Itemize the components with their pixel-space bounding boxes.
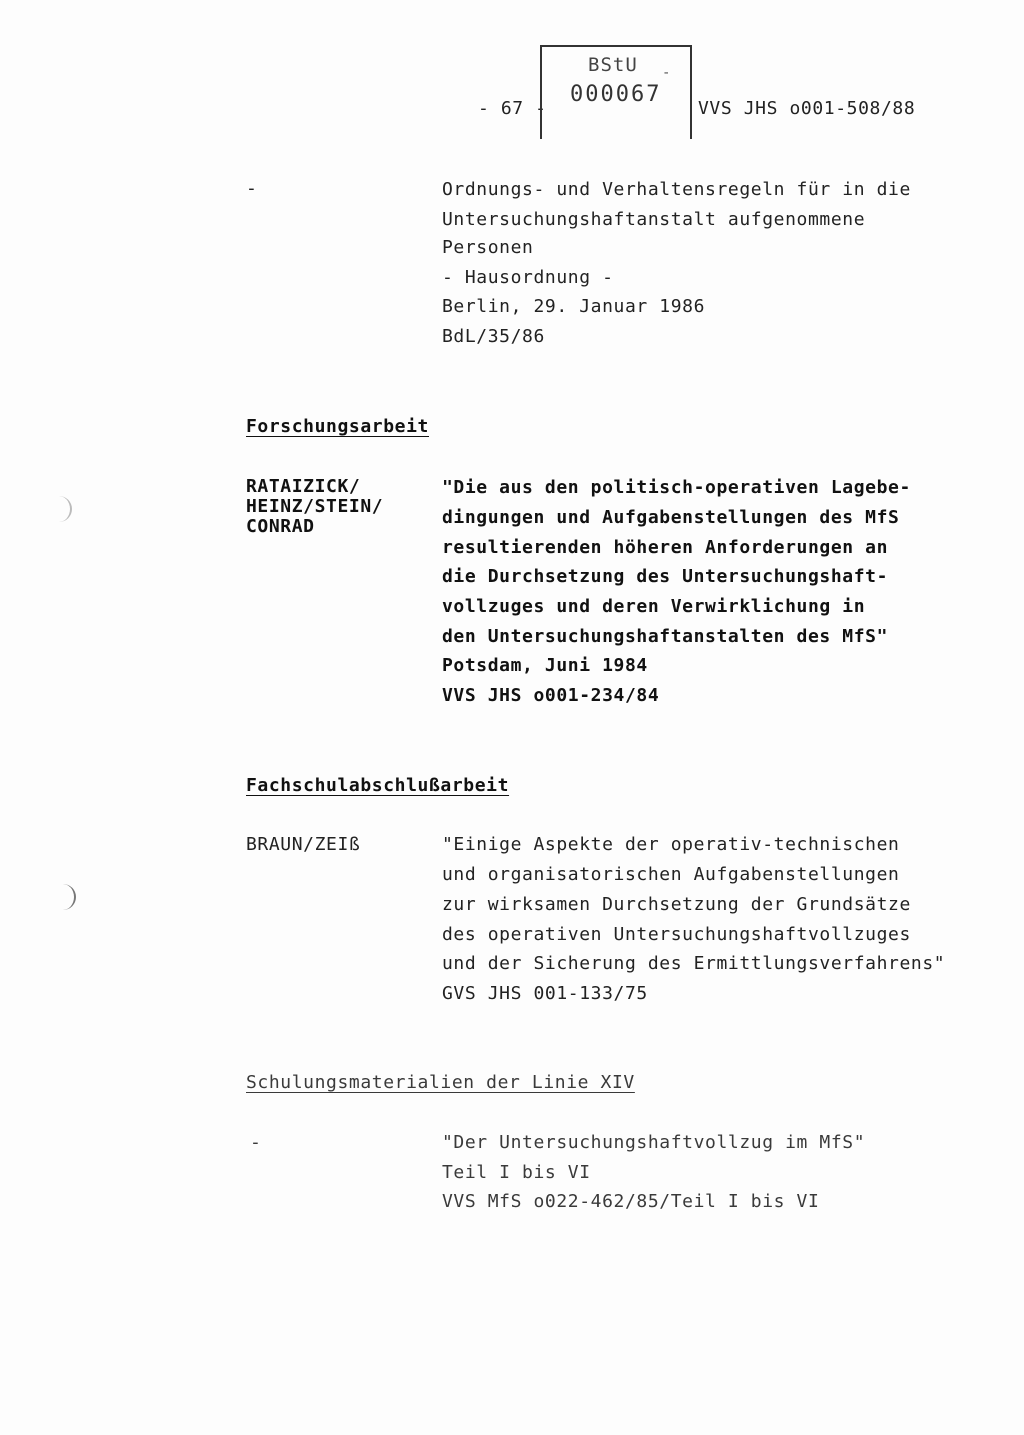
stamp-label: BStU <box>588 54 638 76</box>
entry-line: BdL/35/86 <box>442 326 545 347</box>
author-line: CONRAD <box>246 516 315 537</box>
scan-mark <box>56 496 72 522</box>
entry-line: Ordnungs- und Verhaltensregeln für in die <box>442 179 911 200</box>
entry-line: "Die aus den politisch-operativen Lagebe- <box>442 477 911 498</box>
author-line: BRAUN/ZEIß <box>246 834 361 855</box>
entry-line: "Der Untersuchungshaftvollzug im MfS" <box>442 1132 866 1153</box>
section-heading-fachschulabschlussarbeit: Fachschulabschlußarbeit <box>246 775 510 796</box>
page-number: - 67 - <box>478 98 547 119</box>
list-dash: - <box>250 1132 262 1153</box>
entry-line: - Hausordnung - <box>442 267 614 288</box>
list-dash: - <box>246 178 258 199</box>
entry-line: Personen <box>442 237 534 258</box>
author-line: RATAIZICK/ <box>246 476 361 497</box>
section-heading-forschungsarbeit: Forschungsarbeit <box>246 416 429 437</box>
scan-mark <box>60 884 76 910</box>
entry-line: dingungen und Aufgabenstellungen des MfS <box>442 507 900 528</box>
entry-line: resultierenden höheren Anforderungen an <box>442 537 889 558</box>
entry-line: Berlin, 29. Januar 1986 <box>442 296 706 317</box>
stamp-number: 000067 <box>570 82 662 107</box>
entry-line: VVS JHS o001-234/84 <box>442 685 660 706</box>
entry-line: und der Sicherung des Ermittlungsverfahrens" <box>442 953 946 974</box>
entry-line: Potsdam, Juni 1984 <box>442 655 648 676</box>
entry-line: vollzuges und deren Verwirklichung in <box>442 596 866 617</box>
entry-line: den Untersuchungshaftanstalten des MfS" <box>442 626 889 647</box>
entry-line: GVS JHS 001-133/75 <box>442 983 648 1004</box>
section-heading-schulungsmaterialien: Schulungsmaterialien der Linie XIV <box>246 1072 635 1093</box>
stamp-dash: - <box>662 65 672 81</box>
entry-line: des operativen Untersuchungshaftvollzuges <box>442 924 911 945</box>
document-reference: VVS JHS o001-508/88 <box>698 98 916 119</box>
entry-line: und organisatorischen Aufgabenstellungen <box>442 864 900 885</box>
author-line: HEINZ/STEIN/ <box>246 496 384 517</box>
entry-line: Untersuchungshaftanstalt aufgenommene <box>442 209 866 230</box>
entry-line: "Einige Aspekte der operativ-technischen <box>442 834 900 855</box>
entry-line: zur wirksamen Durchsetzung der Grundsätze <box>442 894 911 915</box>
entry-line: VVS MfS o022-462/85/Teil I bis VI <box>442 1191 820 1212</box>
entry-line: die Durchsetzung des Untersuchungshaft- <box>442 566 889 587</box>
entry-line: Teil I bis VI <box>442 1162 591 1183</box>
